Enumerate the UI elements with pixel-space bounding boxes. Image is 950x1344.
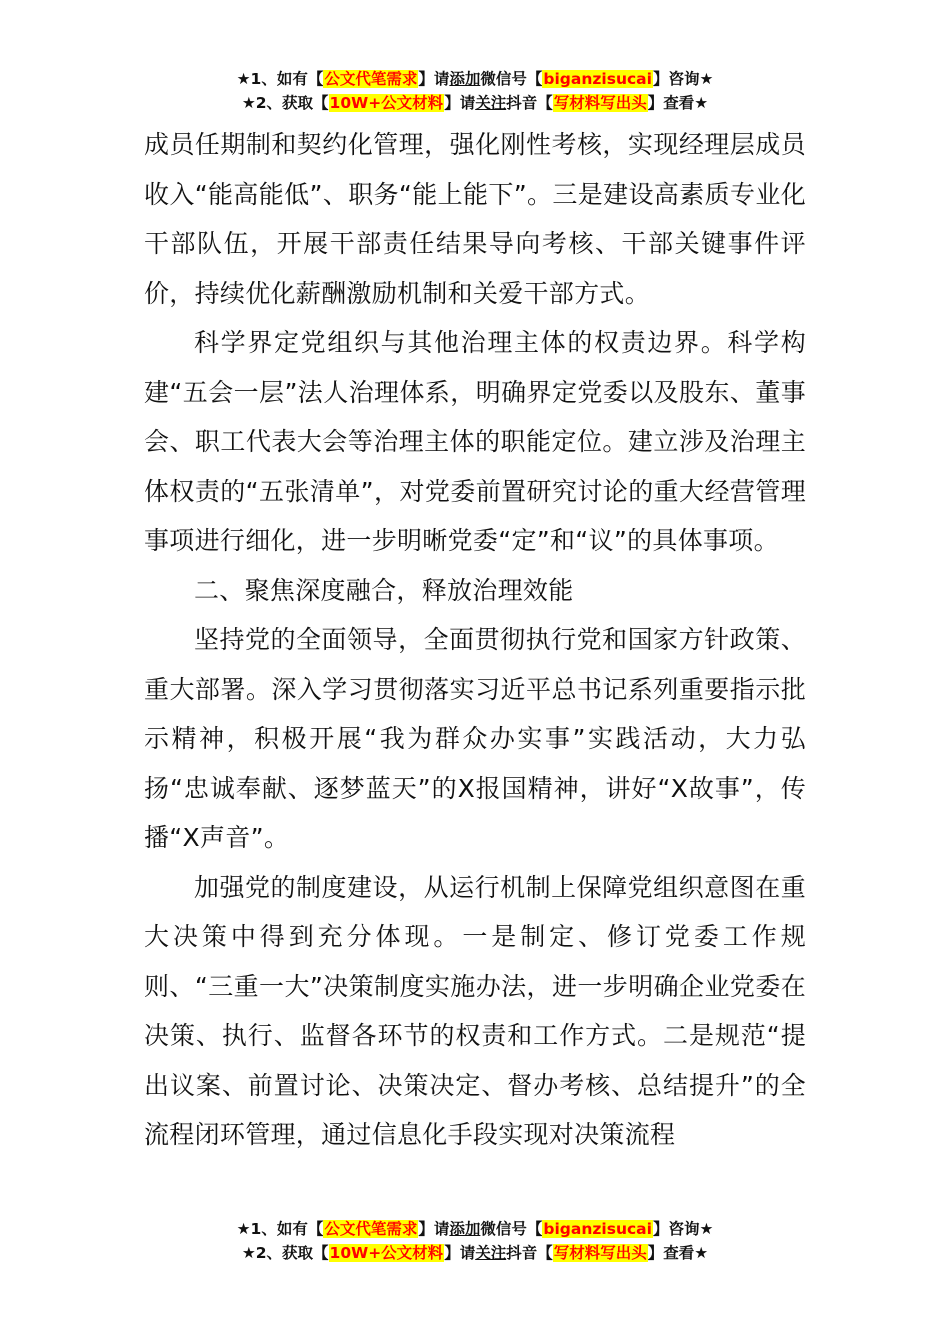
highlight-materials: 10W+公文材料 bbox=[329, 94, 444, 112]
banner-line-2: ★2、获取【10W+公文材料】请关注抖音【写材料写出头】查看★ bbox=[241, 1244, 709, 1262]
banner-line-1: ★1、如有【公文代笔需求】请添加微信号【biganzisucai】咨询★ bbox=[236, 1220, 714, 1238]
highlight-materials: 10W+公文材料 bbox=[329, 1244, 444, 1262]
paragraph-institution-building: 加强党的制度建设，从运行机制上保障党组织意图在重大决策中得到充分体现。一是制定、修订党委工作规则、“三重一大”决策制度实施办法，进一步明确企业党委在决策、执行、监督各环节的权责和工作方式。二是规范“提出议案、前置讨论、决策决定、督办考核、总结提升”的全流程闭环管理，通过信息化手段实现对决策流程 bbox=[144, 872, 806, 1149]
banner-line-1: ★1、如有【公文代笔需求】请添加微信号【biganzisucai】咨询★ bbox=[236, 70, 714, 88]
section-heading-2: 二、聚焦深度融合，释放治理效能 bbox=[194, 575, 574, 605]
header-banner bbox=[0, 67, 950, 115]
highlight-service: 公文代笔需求 bbox=[324, 70, 418, 88]
paragraph-party-leadership: 坚持党的全面领导，全面贯彻执行党和国家方针政策、重大部署。深入学习贯彻落实习近平总书记系列重要指示批示精神，积极开展“我为群众办实事”实践活动，大力弘扬“忠诚奉献、逐梦蓝天”的X报国精神，讲好“X故事”，传播“X声音”。 bbox=[144, 625, 806, 852]
footer-banner bbox=[0, 1217, 950, 1265]
banner-line-2: ★2、获取【10W+公文材料】请关注抖音【写材料写出头】查看★ bbox=[241, 94, 709, 112]
document-body bbox=[144, 120, 806, 1160]
highlight-wechat-id: biganzisucai bbox=[543, 70, 652, 88]
paragraph-power-boundary: 科学界定党组织与其他治理主体的权责边界。科学构建“五会一层”法人治理体系，明确界定党委以及股东、董事会、职工代表大会等治理主体的职能定位。建立涉及治理主体权责的“五张清单”，对党委前置研究讨论的重大经营管理事项进行细化，进一步明晰党委“定”和“议”的具体事项。 bbox=[144, 328, 806, 555]
highlight-wechat-id: biganzisucai bbox=[543, 1220, 652, 1238]
highlight-service: 公文代笔需求 bbox=[324, 1220, 418, 1238]
highlight-douyin-id: 写材料写出头 bbox=[553, 1244, 647, 1262]
highlight-douyin-id: 写材料写出头 bbox=[553, 94, 647, 112]
paragraph-continued: 成员任期制和契约化管理，强化刚性考核，实现经理层成员收入“能高能低”、职务“能上能下”。三是建设高素质专业化干部队伍，开展干部责任结果导向考核、干部关键事件评价，持续优化薪酬激励机制和关爱干部方式。 bbox=[144, 130, 806, 308]
